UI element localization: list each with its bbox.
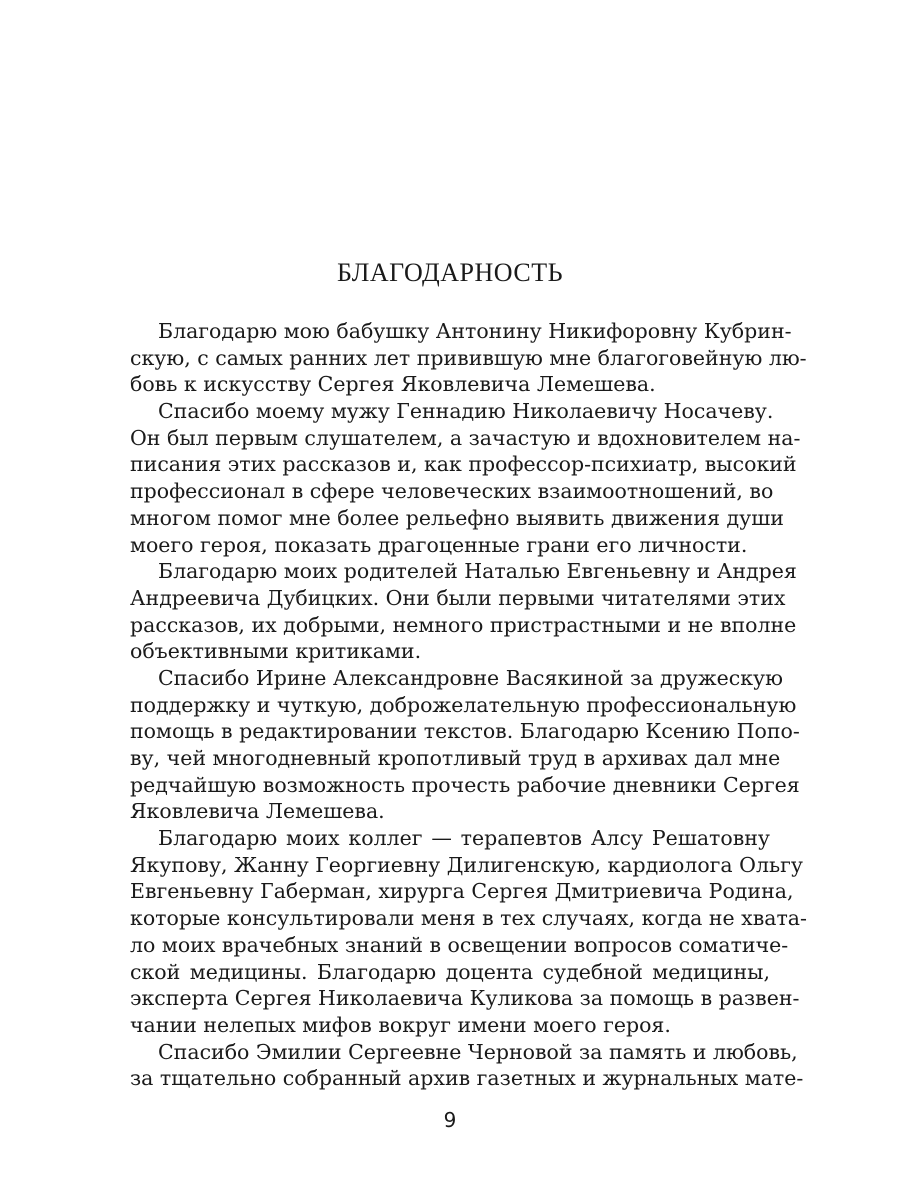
acknowledgements-text — [130, 318, 807, 1092]
text-line: Спасибо Эмилии Сергеевне Черновой за память и любовь, — [158, 1039, 798, 1064]
text-line: эксперта Сергея Николаевича Куликова за помощь в развен- — [130, 986, 800, 1011]
paragraph — [130, 398, 801, 558]
paragraph — [130, 558, 797, 665]
page-title: БЛАГОДАРНОСТЬ — [336, 258, 564, 287]
text-line: которые консультировали меня в тех случаях, когда не хвата- — [130, 906, 807, 931]
text-line: Спасибо моему мужу Геннадию Николаевичу Носачеву. — [158, 399, 774, 424]
paragraph — [130, 1039, 804, 1092]
paragraph — [130, 318, 807, 398]
text-line: Благодарю моих коллег — терапевтов Алсу Решатовну — [158, 826, 770, 851]
text-line: бовь к искусству Сергея Яковлевича Лемешева. — [130, 372, 656, 397]
text-line: ской медицины. Благодарю доцента судебной медицины, — [130, 959, 770, 984]
text-line: помощь в редактировании текстов. Благодарю Ксению Попо- — [130, 719, 800, 744]
text-line: скую, с самых ранних лет привившую мне благоговейную лю- — [130, 345, 807, 370]
paragraph — [130, 665, 800, 825]
text-line: чании нелепых мифов вокруг имени моего героя. — [130, 1012, 671, 1037]
paragraph — [130, 825, 807, 1039]
text-line: Он был первым слушателем, а зачастую и вдохновителем на- — [130, 425, 801, 450]
text-line: ло моих врачебных знаний в освещении вопросов соматиче- — [130, 932, 789, 957]
text-line: за тщательно собранный архив газетных и журнальных мате- — [130, 1066, 804, 1091]
text-line: Яковлевича Лемешева. — [130, 799, 385, 824]
text-line: многом помог мне более рельефно выявить движения души — [130, 505, 784, 530]
text-line: Благодарю моих родителей Наталью Евгеньевну и Андрея — [158, 559, 797, 584]
text-line: писания этих рассказов и, как профессор-психиатр, высокий — [130, 452, 797, 477]
text-line: Евгеньевну Габерман, хирурга Сергея Дмитриевича Родина, — [130, 879, 794, 904]
text-line: моего героя, показать драгоценные грани его личности. — [130, 532, 748, 557]
text-line: поддержку и чуткую, доброжелательную профессиональную — [130, 692, 797, 717]
text-line: Андреевича Дубицких. Они были первыми читателями этих — [130, 585, 786, 610]
text-line: редчайшую возможность прочесть рабочие дневники Сергея — [130, 772, 800, 797]
text-line: Благодарю мою бабушку Антонину Никифоровну Кубрин- — [158, 319, 792, 343]
text-line: Спасибо Ирине Александровне Васякиной за дружескую — [158, 665, 783, 690]
page-number: 9 — [443, 1108, 457, 1132]
text-line: профессионал в сфере человеческих взаимоотношений, во — [130, 479, 774, 504]
text-line: рассказов, их добрыми, немного пристрастными и не вполне — [130, 612, 797, 637]
text-line: ву, чей многодневный кропотливый труд в архивах дал мне — [130, 746, 781, 770]
text-line: Якупову, Жанну Георгиевну Дилигенскую, кардиолога Ольгу — [130, 852, 803, 877]
text-line: объективными критиками. — [130, 639, 422, 664]
